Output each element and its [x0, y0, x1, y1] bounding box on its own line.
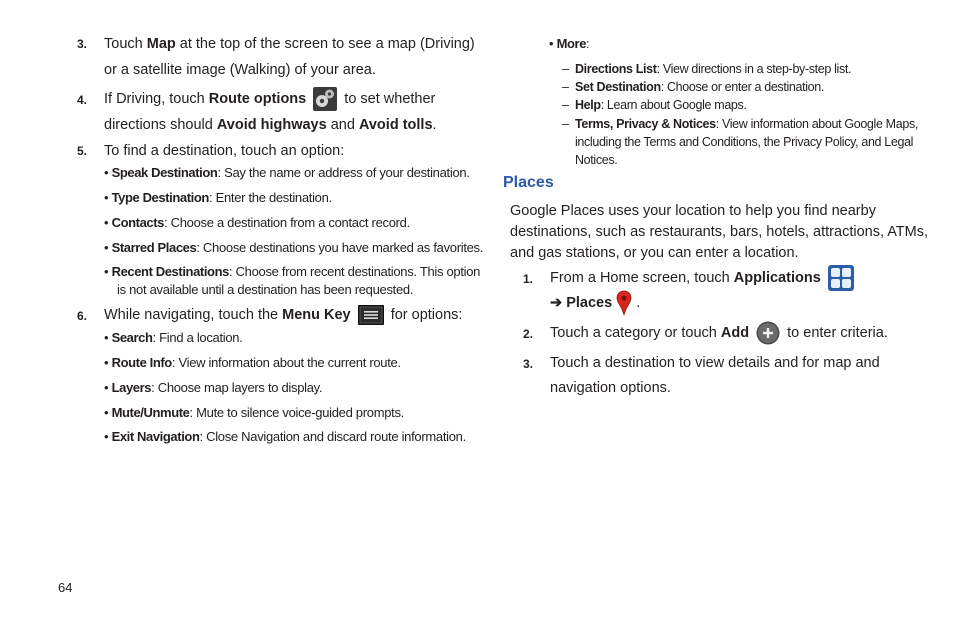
arrow-icon: ➔: [550, 295, 567, 311]
page-number: 64: [58, 580, 73, 595]
places-intro-line-3: and gas stations, or you can enter a location.: [510, 245, 799, 261]
add-circle-icon: [756, 321, 780, 345]
step-5-text: To find a destination, touch an option:: [104, 143, 345, 159]
list-item-exit-navigation: • Exit Navigation: Close Navigation and discard route information.: [104, 429, 466, 444]
step-6-text: While navigating, touch the Menu Key for options:: [104, 302, 462, 328]
step-3-text: Touch Map at the top of the screen to see a map (Driving): [104, 36, 475, 52]
add-label: Add: [720, 325, 750, 341]
applications-label: Applications: [733, 270, 821, 286]
list-item-set-destination: Set Destination: Choose or enter a destination.: [575, 80, 824, 94]
step-3-line-2: or a satellite image (Walking) of your area.: [104, 62, 376, 78]
terms-line-3: Notices.: [575, 153, 618, 167]
list-item-starred-places: • Starred Places: Choose destinations you have marked as favorites.: [104, 240, 484, 255]
avoid-tolls-label: Avoid tolls: [358, 117, 433, 133]
places-step-3-text: Touch a destination to view details and for map and: [550, 355, 880, 371]
applications-grid-icon: [828, 265, 854, 291]
list-item-more: • More:: [549, 36, 590, 51]
list-item-type-destination: • Type Destination: Enter the destination.: [104, 190, 332, 205]
terms-line-2: including the Terms and Conditions, the Privacy Policy, and Legal: [575, 135, 914, 149]
step-3-number: 3.: [77, 37, 88, 51]
list-item-search: • Search: Find a location.: [104, 330, 243, 345]
list-item-speak-destination: • Speak Destination: Say the name or address of your destination.: [104, 165, 470, 180]
places-step-2-number: 2.: [523, 327, 534, 341]
step-5-number: 5.: [77, 144, 88, 158]
list-item-directions-list: Directions List: View directions in a step-by-step list.: [575, 62, 852, 76]
route-options-gears-icon: [313, 87, 337, 111]
places-step-2-text: Touch a category or touch Add to enter criteria.: [550, 320, 888, 346]
places-map-pin-icon: [616, 290, 632, 316]
list-item-contacts: • Contacts: Choose a destination from a contact record.: [104, 215, 410, 230]
list-item-recent-destinations-line-2: is not available until a destination has been requested.: [117, 282, 414, 297]
places-intro-line-1: Google Places uses your location to help you find nearby: [510, 203, 876, 219]
step-6-number: 6.: [77, 309, 88, 323]
step-4-line-2: directions should Avoid highways and Avoid tolls.: [104, 117, 437, 133]
step-4-number: 4.: [77, 93, 88, 107]
list-item-layers: • Layers: Choose map layers to display.: [104, 380, 323, 395]
list-item-terms-privacy-notices: Terms, Privacy & Notices: View information about Google Maps,: [575, 117, 918, 131]
step-4-text: If Driving, touch Route options to set whether: [104, 86, 435, 112]
menu-key-label: Menu Key: [282, 307, 351, 323]
manual-page: 3. Touch Map at the top of the screen to see a map (Driving) or a satellite image (Walking) of your area. 4. If Driving, touch Route options to set whether directions should Avoid highways and Avoid tolls. 5. To find a destination, touch an option: • Speak Destination: Say the name or address of your destination. • Type Destination: Enter the destination. • Contacts: Choose a destination from a contact record. • Starred Places: Choose destinations you have marked as favorites. • Recent Destinations: Choose from recent destinations. This option is not available until a destination has been requested. 6. While navigating, touch the Menu Key for options: • Search: Find a location. • Route Info: View information about the current route. • Layers: Choose map layers to display. • Mute/Unmute: Mute to silence voice-guided prompts. • Exit Navigation: Close Navigation and discard route information. • More: – Directions List: View directions in a step-by-step list. – Set Destination: Choose or enter a destination. – Help: Learn about Google maps. – Terms, Privacy & Notices: View information about Google Maps, including the Terms and Conditions, the Privacy Policy, and Legal Notices. Places Google Places uses your location to help you find nearby destinations, such as restaurants, bars, hotels, attractions, ATMs, and gas stations, or you can enter a location. 1. From a Home screen, touch Applications ➔ Places . 2. Touch a category or touch Add to enter criteria. 3. Touch a destination to view details and for map and navigation options. 64: [0, 0, 954, 636]
list-item-recent-destinations: • Recent Destinations: Choose from recent destinations. This option: [104, 264, 481, 279]
places-intro-line-2: destinations, such as restaurants, bars, hotels, attractions, ATMs,: [510, 224, 929, 240]
places-step-3-line-2: navigation options.: [550, 380, 671, 396]
places-step-1-line-2: ➔ Places .: [550, 290, 640, 316]
list-item-mute-unmute: • Mute/Unmute: Mute to silence voice-guided prompts.: [104, 405, 404, 420]
places-step-1-number: 1.: [523, 272, 534, 286]
list-item-route-info: • Route Info: View information about the current route.: [104, 355, 401, 370]
places-label: Places: [566, 295, 613, 311]
avoid-highways-label: Avoid highways: [216, 117, 327, 133]
list-item-help: Help: Learn about Google maps.: [575, 98, 747, 112]
places-step-1-text: From a Home screen, touch Applications: [550, 265, 854, 291]
map-label: Map: [146, 36, 176, 52]
places-step-3-number: 3.: [523, 357, 534, 371]
route-options-label: Route options: [208, 91, 307, 107]
menu-key-icon: [358, 305, 384, 325]
section-heading-places: Places: [503, 174, 554, 191]
